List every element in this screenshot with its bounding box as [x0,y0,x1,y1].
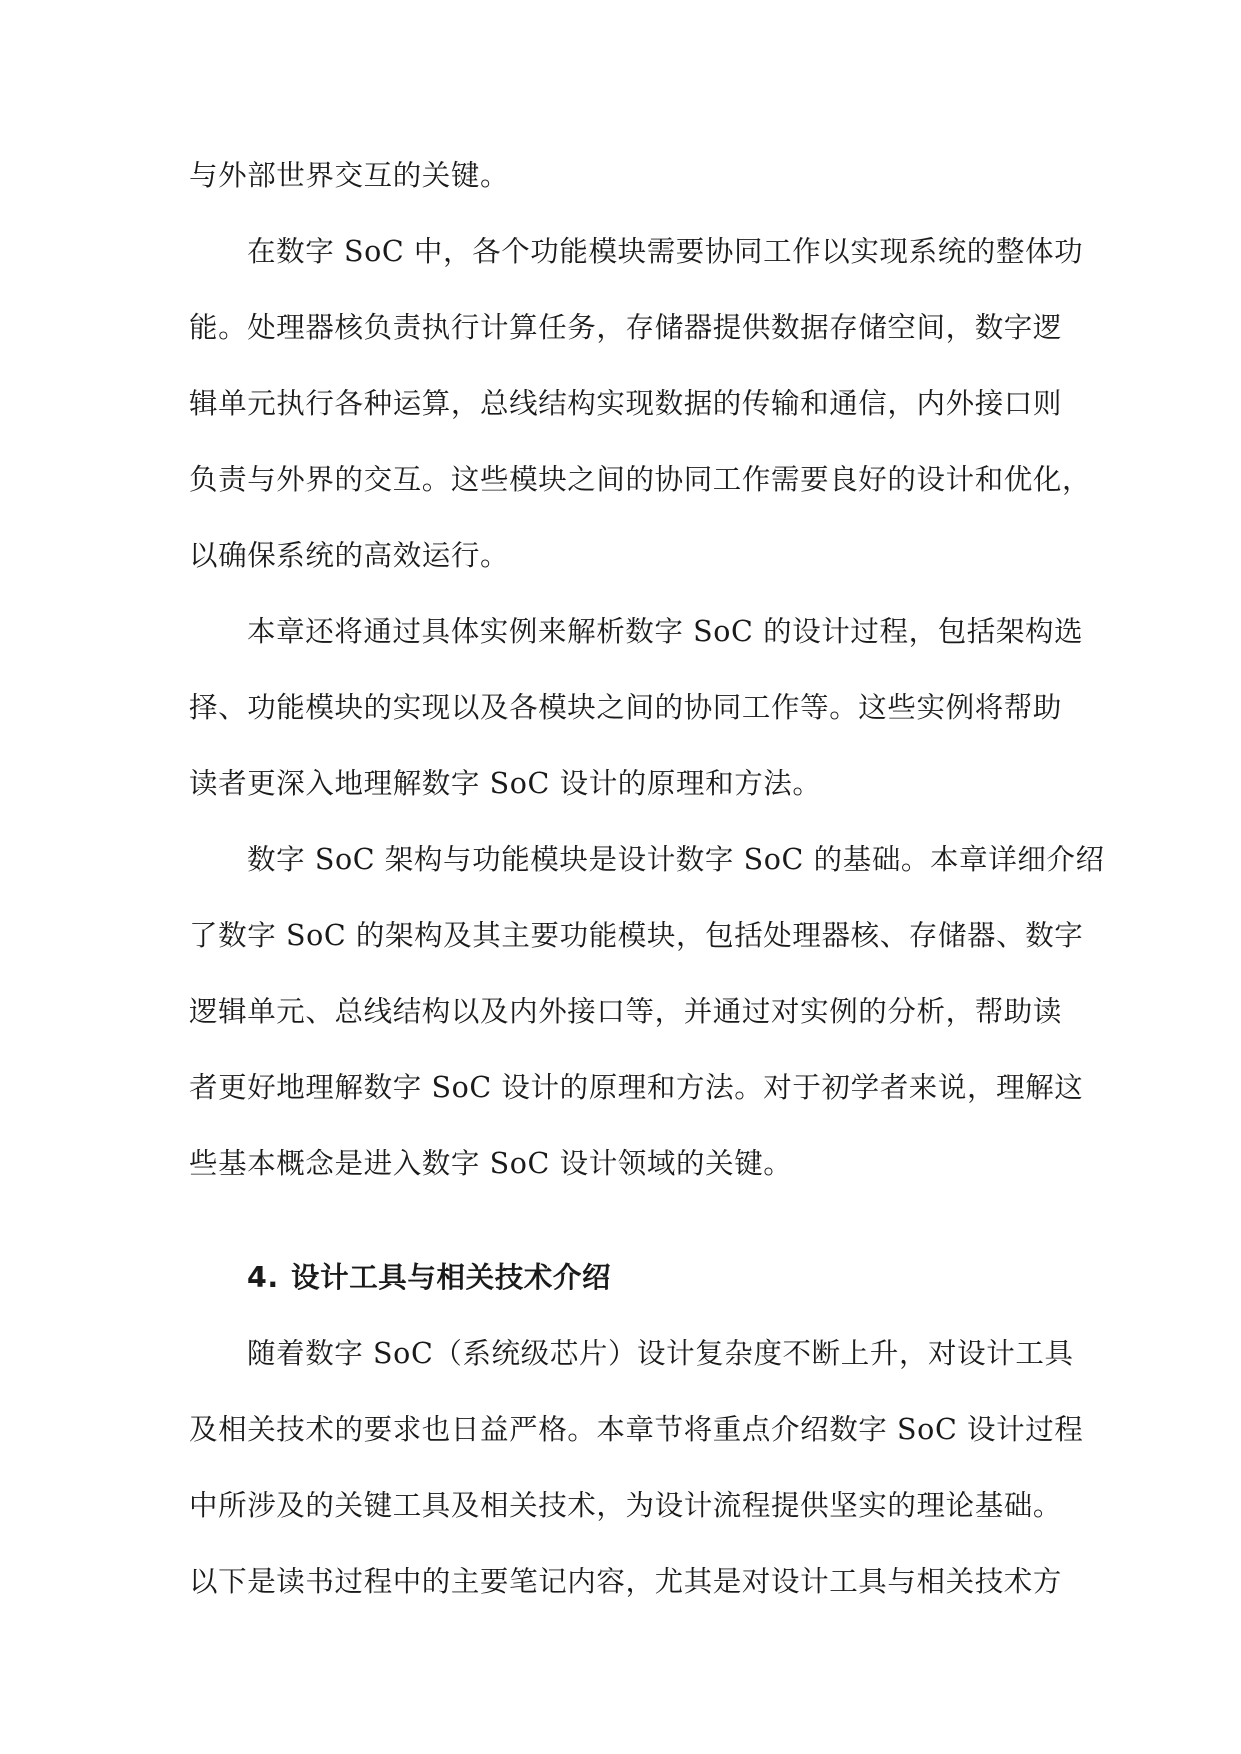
page-body [189,138,1105,1620]
paragraph-examples [189,594,1084,822]
text-line: 中所涉及的关键工具及相关技术，为设计流程提供坚实的理论基础。 [189,1489,1063,1522]
section-number: 4. [247,1261,279,1294]
text-line: 及相关技术的要求也日益严格。本章节将重点介绍数字 SoC 设计过程 [189,1413,1084,1446]
text-line: 者更好地理解数字 SoC 设计的原理和方法。对于初学者来说，理解这 [189,1071,1084,1104]
paragraph-summary [189,822,1105,1202]
text-line: 逻辑单元、总线结构以及内外接口等，并通过对实例的分析，帮助读 [189,995,1063,1028]
paragraph-continuation [189,138,1055,214]
text-line: 与外部世界交互的关键。 [189,159,510,192]
text-line: 择、功能模块的实现以及各模块之间的协同工作等。这些实例将帮助 [189,691,1063,724]
text-line: 以确保系统的高效运行。 [189,539,510,572]
text-line: 辑单元执行各种运算，总线结构实现数据的传输和通信，内外接口则 [189,387,1063,420]
text-line: 随着数字 SoC（系统级芯片）设计复杂度不断上升，对设计工具 [247,1337,1074,1370]
section-heading [189,1240,1055,1316]
text-line: 在数字 SoC 中，各个功能模块需要协同工作以实现系统的整体功 [247,235,1084,268]
text-line: 数字 SoC 架构与功能模块是设计数字 SoC 的基础。本章详细介绍 [247,843,1105,876]
section-title: 设计工具与相关技术介绍 [291,1261,612,1294]
text-line: 读者更深入地理解数字 SoC 设计的原理和方法。 [189,767,822,800]
text-line: 本章还将通过具体实例来解析数字 SoC 的设计过程，包括架构选 [247,615,1084,648]
text-line: 了数字 SoC 的架构及其主要功能模块，包括处理器核、存储器、数字 [189,919,1084,952]
text-line: 能。处理器核负责执行计算任务，存储器提供数据存储空间，数字逻 [189,311,1063,344]
text-line: 负责与外界的交互。这些模块之间的协同工作需要良好的设计和优化， [189,463,1092,496]
paragraph-module-cooperation [189,214,1092,594]
text-line: 以下是读书过程中的主要笔记内容，尤其是对设计工具与相关技术方 [189,1565,1063,1598]
paragraph-tools-intro [189,1316,1084,1620]
text-line: 些基本概念是进入数字 SoC 设计领域的关键。 [189,1147,793,1180]
